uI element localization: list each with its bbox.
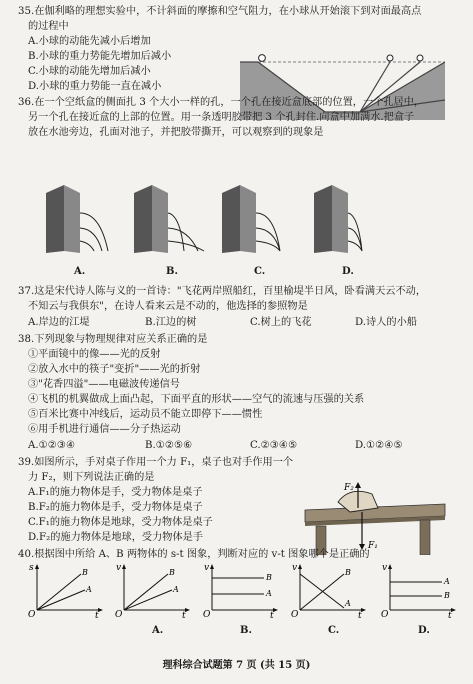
- axis-label-v: v: [116, 563, 122, 573]
- origin-label: O: [203, 610, 211, 618]
- q37-option-c: C.树上的飞花: [250, 317, 312, 328]
- axis-label-t: t: [358, 611, 362, 618]
- q36-label-b: B.: [166, 266, 178, 277]
- line-label-b: B: [266, 573, 272, 582]
- q36-label-c: C.: [254, 266, 266, 277]
- line-label-b: B: [82, 568, 88, 577]
- q38-option-c: C.②③④⑤: [250, 440, 298, 451]
- axis-label-v: v: [382, 563, 388, 573]
- q36-stem-line1: 36.在一个空纸盒的侧面扎 3 个大小一样的孔，一个孔在接近盒底部的位置，一个孔居中，: [18, 97, 425, 108]
- force-label-f2: F₂: [344, 483, 354, 493]
- q40-label-b: B.: [240, 625, 252, 636]
- axis-label-t: t: [270, 611, 274, 618]
- line-label-a: A: [266, 589, 272, 598]
- q38-option-d: D.①②④⑤: [355, 440, 403, 451]
- q35-stem-line2: 的过程中: [28, 21, 69, 32]
- line-label-a: A: [86, 585, 92, 594]
- water-box-figures: [40, 183, 460, 258]
- line-label-a: A: [444, 577, 450, 586]
- origin-label: O: [115, 610, 123, 618]
- q38-item-4: ④飞机的机翼做成上面凸起，下面平直的形状——空气的流速与压强的关系: [28, 394, 365, 405]
- q40-label-a: A.: [152, 625, 164, 636]
- q38-item-2: ②放入水中的筷子"变折"——光的折射: [28, 364, 201, 375]
- q37-option-a: A.岸边的江堤: [28, 317, 90, 328]
- page-footer: 理科综合试题第 7 页 (共 15 页): [162, 660, 311, 671]
- q38-item-3: ③"花香四溢"——电磁波传递信号: [28, 379, 180, 390]
- origin-label: O: [291, 610, 299, 618]
- q38-option-b: B.①②⑤⑥: [145, 440, 193, 451]
- axis-label-s: s: [29, 563, 34, 573]
- axis-label-t: t: [182, 611, 186, 618]
- axis-label-t: t: [95, 611, 99, 618]
- q39-option-a: A.F₁的施力物体是手，受力物体是桌子: [28, 487, 203, 498]
- q37-stem-line1: 37.这是宋代诗人陈与义的一首诗："飞花两岸照船红，百里榆堤半日风，卧看满天云不动，: [18, 286, 427, 297]
- graph-option-a: [112, 562, 192, 618]
- line-label-a: A: [173, 585, 179, 594]
- axis-label-v: v: [204, 563, 210, 573]
- origin-label: O: [28, 610, 36, 618]
- line-label-b: B: [169, 568, 175, 577]
- q36-stem-line2: 另一个孔在接近盒的上部的位置。用一条透明胶带把 3 个孔封住.向盒中加满水.把盒子: [28, 112, 415, 123]
- q35-stem-line1: 35.在伽利略的理想实验中，不计斜面的摩擦和空气阻力，在小球从开始滚下到对面最高点: [18, 6, 422, 17]
- q40-stem: 40.根据图中所给 A、B 两物体的 s-t 图象，判断对应的 v-t 图象哪个是正确的: [18, 549, 370, 560]
- q37-option-d: D.诗人的小船: [355, 317, 417, 328]
- graph-s-t: [25, 562, 105, 618]
- q35-option-c: C.小球的动能先增加后减小: [28, 66, 151, 77]
- graph-option-d: [378, 562, 458, 618]
- graph-option-c: [288, 562, 368, 618]
- box-figure-b: [134, 185, 204, 253]
- q38-item-5: ⑤百米比赛中冲线后，运动员不能立即停下——惯性: [28, 409, 263, 420]
- q36-label-d: D.: [342, 266, 354, 277]
- graph-option-b: [200, 562, 280, 618]
- q35-option-a: A.小球的动能先减小后增加: [28, 36, 151, 47]
- box-figure-c: [222, 185, 280, 253]
- q35-option-d: D.小球的重力势能一直在减小: [28, 81, 162, 92]
- q35-option-b: B.小球的重力势能先增加后减小: [28, 51, 172, 62]
- q39-option-d: D.F₂的施力物体是地球，受力物体是手: [28, 532, 204, 543]
- q40-label-d: D.: [418, 625, 430, 636]
- origin-label: O: [381, 610, 389, 618]
- box-figure-a: [46, 185, 108, 253]
- line-label-b: B: [345, 568, 351, 577]
- q39-stem-line2: 力 F₂，则下列说法正确的是: [28, 472, 155, 483]
- hand-table-figure: [300, 480, 450, 555]
- q39-option-c: C.F₁的施力物体是地球，受力物体是桌子: [28, 517, 213, 528]
- q36-label-a: A.: [74, 266, 86, 277]
- q37-stem-line2: 不知云与我俱东"，在诗人看来云是不动的，他选择的参照物是: [28, 301, 308, 312]
- box-figure-d: [314, 185, 362, 253]
- q36-stem-line3: 放在水池旁边，孔面对池子，并把胶带撕开，可以观察到的现象是: [28, 127, 324, 138]
- q38-option-a: A.①②③④: [28, 440, 76, 451]
- q39-option-b: B.F₂的施力物体是手，受力物体是桌子: [28, 502, 203, 513]
- q39-stem-line1: 39.如图所示，手对桌子作用一个力 F₁，桌子也对手作用一个: [18, 457, 294, 468]
- q38-stem: 38.下列现象与物理规律对应关系正确的是: [18, 334, 208, 345]
- q37-option-b: B.江边的树: [145, 317, 197, 328]
- q38-item-6: ⑥用手机进行通信——分子热运动: [28, 424, 181, 435]
- q40-label-c: C.: [328, 625, 340, 636]
- q38-item-1: ①平面镜中的像——光的反射: [28, 349, 161, 360]
- line-label-a: A: [345, 599, 351, 608]
- force-label-f1: F₁: [368, 541, 378, 551]
- axis-label-v: v: [292, 563, 298, 573]
- line-label-b: B: [444, 591, 450, 600]
- axis-label-t: t: [448, 611, 452, 618]
